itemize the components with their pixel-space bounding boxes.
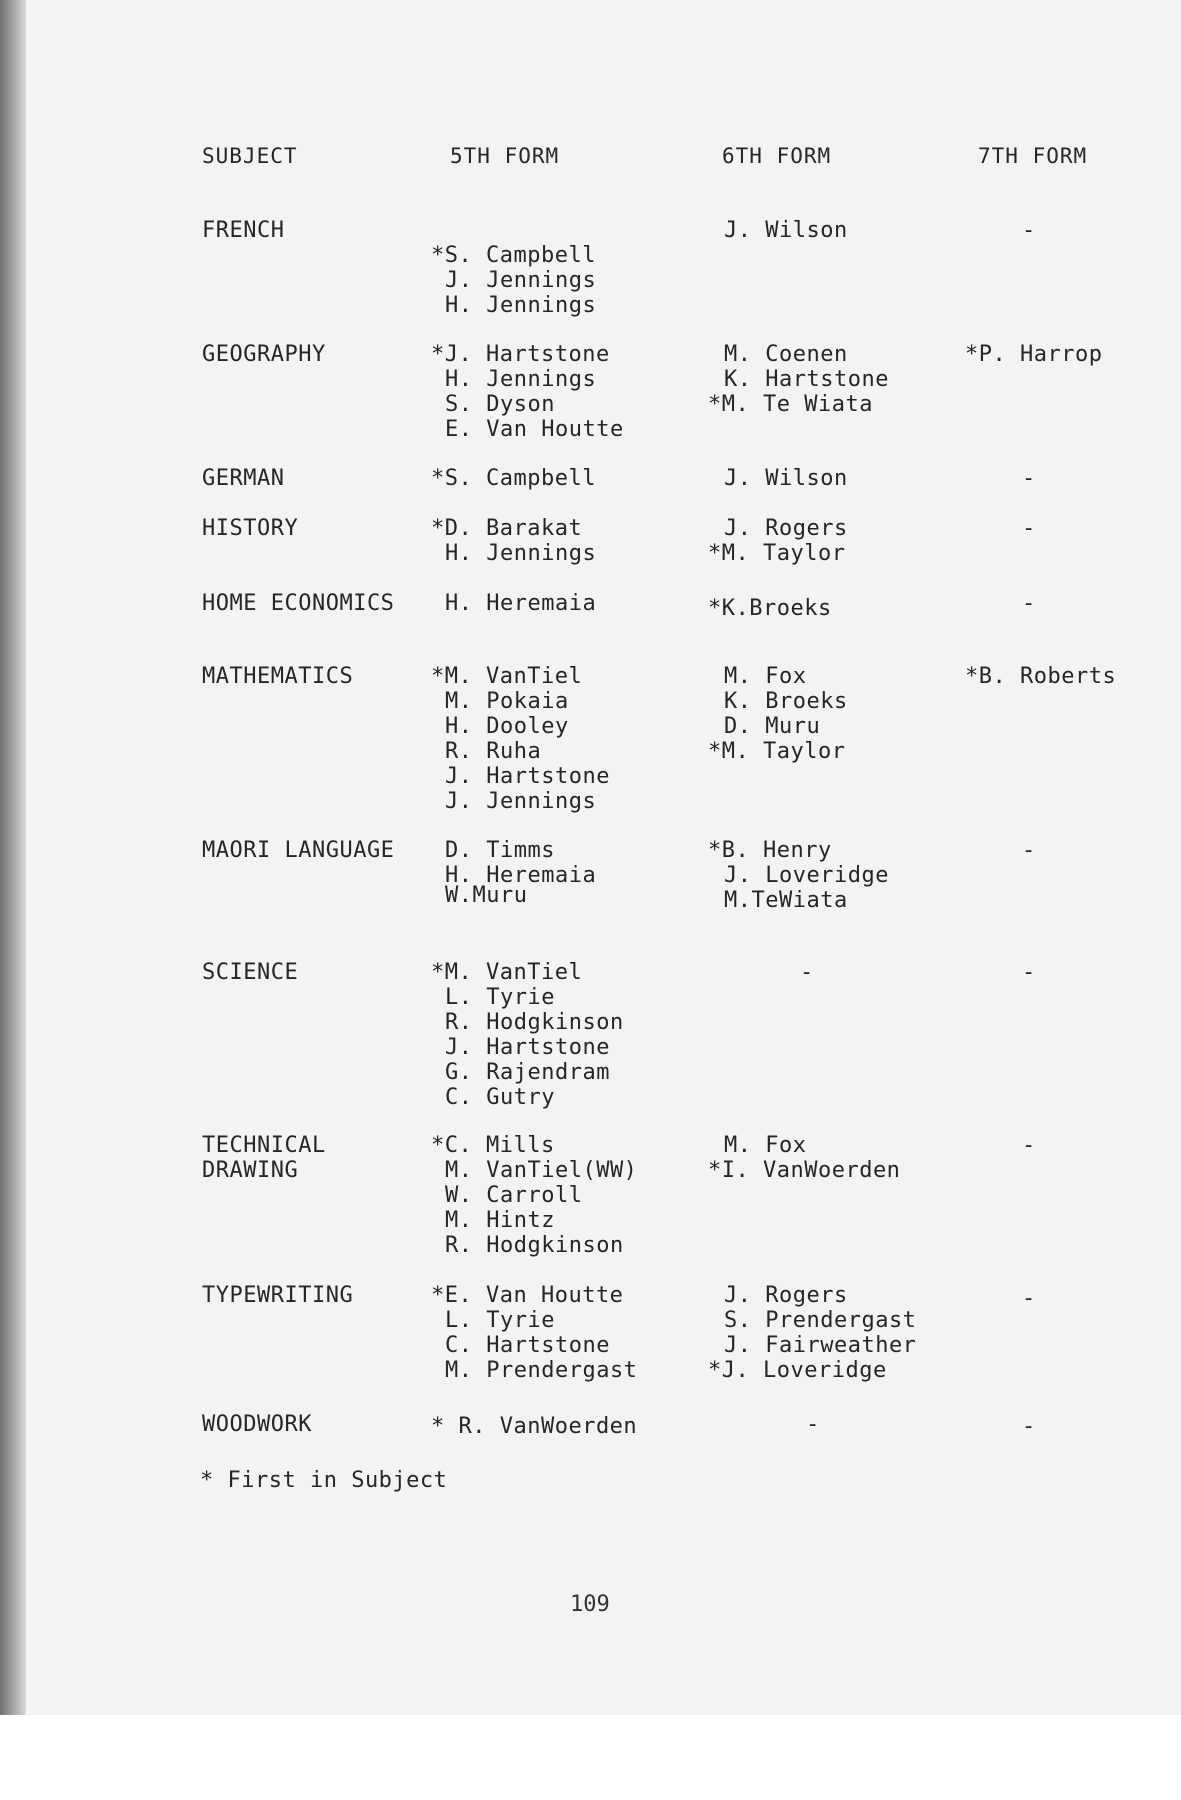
award-5th: *M. VanTiel <box>431 960 583 985</box>
award-6th: M. Coenen <box>724 342 848 367</box>
award-6th: *I. VanWoerden <box>708 1158 901 1183</box>
award-5th: R. Ruha <box>445 739 542 764</box>
award-5th: E. Van Houtte <box>445 417 624 442</box>
award-6th: M. Fox <box>724 1133 807 1158</box>
award-7th: *B. Roberts <box>965 664 1117 689</box>
award-6th: J. Loveridge <box>724 863 889 888</box>
award-5th: W. Carroll <box>445 1183 583 1208</box>
award-5th: G. Rajendram <box>445 1060 610 1085</box>
award-6th: J. Wilson <box>724 466 848 491</box>
award-7th: - <box>1022 466 1036 491</box>
subject-technical-drawing-line2: DRAWING <box>202 1158 299 1183</box>
subject-geography: GEOGRAPHY <box>202 342 326 367</box>
award-7th: - <box>1022 1414 1036 1439</box>
subject-mathematics: MATHEMATICS <box>202 664 354 689</box>
award-6th: - <box>806 1412 820 1437</box>
award-5th: *J. Hartstone <box>431 342 610 367</box>
award-6th: S. Prendergast <box>724 1308 917 1333</box>
footnote: * First in Subject <box>200 1468 448 1493</box>
subject-technical-drawing: TECHNICAL <box>202 1133 326 1158</box>
award-5th: D. Timms <box>445 838 555 863</box>
award-5th: J. Hartstone <box>445 1035 610 1060</box>
award-6th: K. Hartstone <box>724 367 889 392</box>
subject-history: HISTORY <box>202 516 299 541</box>
award-5th: S. Dyson <box>445 392 555 417</box>
award-5th: * R. VanWoerden <box>431 1414 638 1439</box>
header-subject: SUBJECT <box>202 144 298 168</box>
subject-home-economics: HOME ECONOMICS <box>202 591 395 616</box>
award-6th: D. Muru <box>724 714 821 739</box>
award-5th: H. Jennings <box>445 293 597 318</box>
award-7th: - <box>1022 218 1036 243</box>
award-7th: *P. Harrop <box>965 342 1103 367</box>
award-5th: H. Dooley <box>445 714 569 739</box>
award-5th: *D. Barakat <box>431 516 583 541</box>
award-5th: *C. Mills <box>431 1133 555 1158</box>
header-6th-form: 6TH FORM <box>722 144 832 168</box>
award-5th: H. Heremaia <box>445 863 597 888</box>
award-6th: K. Broeks <box>724 689 848 714</box>
header-7th-form: 7TH FORM <box>978 144 1088 168</box>
award-6th: *M. Taylor <box>708 541 846 566</box>
award-5th: C. Hartstone <box>445 1333 610 1358</box>
award-5th: L. Tyrie <box>445 1308 555 1333</box>
award-6th: *M. Te Wiata <box>708 392 873 417</box>
award-7th: - <box>1022 838 1036 863</box>
subject-french: FRENCH <box>202 218 285 243</box>
award-5th: M. Hintz <box>445 1208 555 1233</box>
award-6th: *M. Taylor <box>708 739 846 764</box>
page-number <box>570 1592 620 1600</box>
binding-shadow <box>0 0 26 1715</box>
award-5th: H. Jennings <box>445 367 597 392</box>
award-6th: J. Wilson <box>724 218 848 243</box>
award-5th: M. Prendergast <box>445 1358 638 1383</box>
award-5th: R. Hodgkinson <box>445 1010 624 1035</box>
award-5th: J. Hartstone <box>445 764 610 789</box>
award-6th: *K.Broeks <box>708 596 832 621</box>
subject-woodwork: WOODWORK <box>202 1412 312 1437</box>
award-5th: *S. Campbell <box>431 466 596 491</box>
award-5th: R. Hodgkinson <box>445 1233 624 1258</box>
award-6th: J. Rogers <box>724 1283 848 1308</box>
award-6th: *J. Loveridge <box>708 1358 887 1383</box>
award-7th: - <box>1022 516 1036 541</box>
award-5th: M. Pokaia <box>445 689 569 714</box>
award-5th: J. Jennings <box>445 789 597 814</box>
award-7th: - <box>1022 1286 1036 1311</box>
award-5th: *M. VanTiel <box>431 664 583 689</box>
award-7th: - <box>1022 960 1036 985</box>
award-5th: *E. Van Houtte <box>431 1283 624 1308</box>
award-7th: - <box>1022 591 1036 616</box>
award-6th: J. Rogers <box>724 516 848 541</box>
page-margin-bottom <box>0 1715 1181 1800</box>
award-5th: *S. Campbell <box>431 243 596 268</box>
award-5th: H. Heremaia <box>445 591 597 616</box>
subject-typewriting: TYPEWRITING <box>202 1283 354 1308</box>
award-6th: M.TeWiata <box>724 888 848 913</box>
award-5th: L. Tyrie <box>445 985 555 1010</box>
subject-maori-language: MAORI LANGUAGE <box>202 838 395 863</box>
award-5th: W.Muru <box>445 883 528 908</box>
subject-german: GERMAN <box>202 466 285 491</box>
award-6th: J. Fairweather <box>724 1333 917 1358</box>
subject-science: SCIENCE <box>202 960 299 985</box>
award-5th: C. Gutry <box>445 1085 555 1110</box>
award-7th: - <box>1022 1133 1036 1158</box>
award-6th: - <box>800 960 814 985</box>
award-6th: *B. Henry <box>708 838 832 863</box>
award-5th: J. Jennings <box>445 268 597 293</box>
award-6th: M. Fox <box>724 664 807 689</box>
award-5th: H. Jennings <box>445 541 597 566</box>
award-5th: M. VanTiel(WW) <box>445 1158 638 1183</box>
header-5th-form: 5TH FORM <box>450 144 560 168</box>
